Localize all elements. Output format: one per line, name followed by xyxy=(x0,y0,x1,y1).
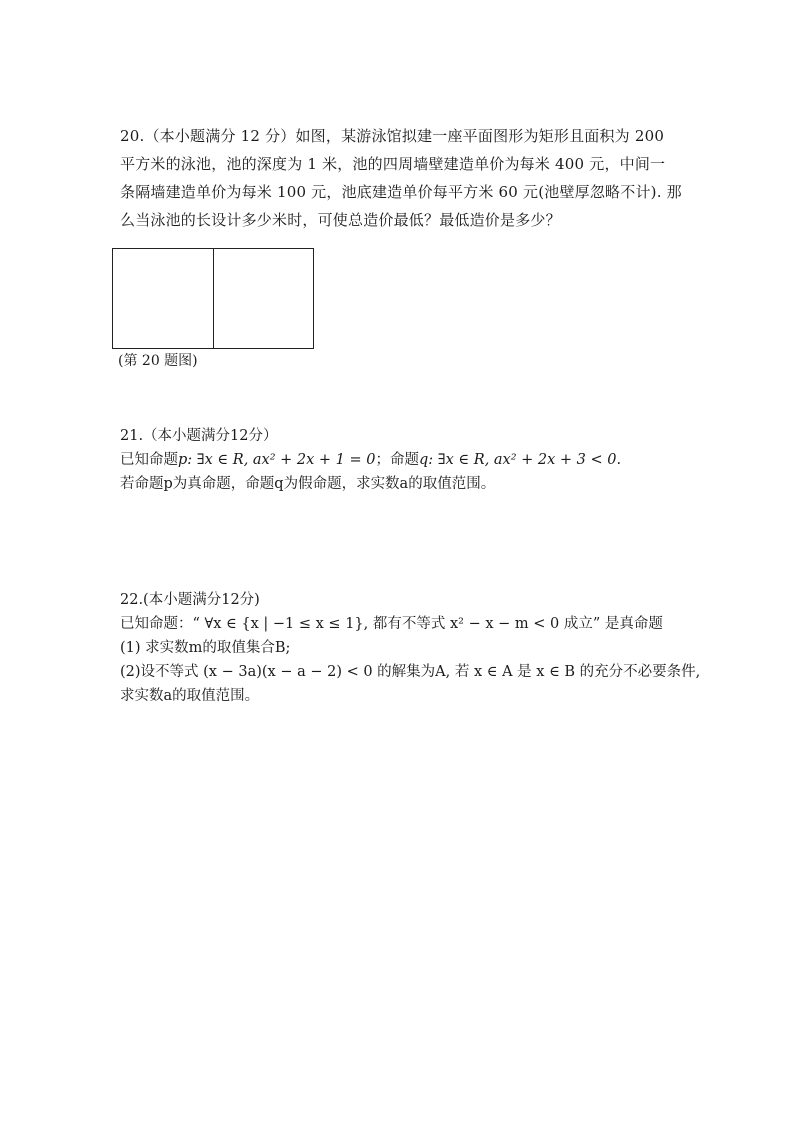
question-22 xyxy=(120,588,700,708)
q21-header: 21.（本小题满分12分） xyxy=(120,428,278,444)
q21-proposition-p: p: ∃x ∈ R, ax² + 2x + 1 = 0 xyxy=(178,452,376,468)
pool-partition-wall xyxy=(213,249,214,348)
q20-line-4: 么当泳池的长设计多少米时，可使总造价最低？最低造价是多少？ xyxy=(120,211,561,229)
q21-proposition-q: q: ∃x ∈ R, ax² + 2x + 3 < 0. xyxy=(419,452,622,468)
q20-line-2: 平方米的泳池，池的深度为 1 米，池的四周墙壁建造单价为每米 400 元，中间一 xyxy=(120,155,666,173)
q21-line-1 xyxy=(120,448,621,472)
q20-line-3: 条隔墙建造单价为每米 100 元，池底建造单价每平方米 60 元(池壁厚忽略不计). 那 xyxy=(120,183,682,201)
q21-line1-mid: ；命题 xyxy=(375,452,419,468)
question-20 xyxy=(120,122,695,234)
figure-caption: (第 20 题图) xyxy=(118,353,198,369)
q22-line-3: (2)设不等式 (x − 3a)(x − a − 2) < 0 的解集为A, 若 x ∈ A 是 x ∈ B 的充分不必要条件, xyxy=(120,664,701,680)
q22-line-4: 求实数a的取值范围。 xyxy=(120,688,260,704)
q20-line-1: 20.（本小题满分 12 分）如图，某游泳馆拟建一座平面图形为矩形且面积为 200 xyxy=(120,127,665,145)
q21-line1-prefix: 已知命题 xyxy=(120,452,178,468)
q21-line-2: 若命题p为真命题，命题q为假命题，求实数a的取值范围。 xyxy=(120,476,496,492)
pool-diagram xyxy=(112,248,314,349)
question-21 xyxy=(120,424,621,496)
q22-header: 22.(本小题满分12分) xyxy=(120,592,260,608)
q22-line-2: (1) 求实数m的取值集合B; xyxy=(120,640,291,656)
q22-line-1: 已知命题：“ ∀x ∈ {x | −1 ≤ x ≤ 1}, 都有不等式 x² − x − m < 0 成立” 是真命题 xyxy=(120,616,663,632)
